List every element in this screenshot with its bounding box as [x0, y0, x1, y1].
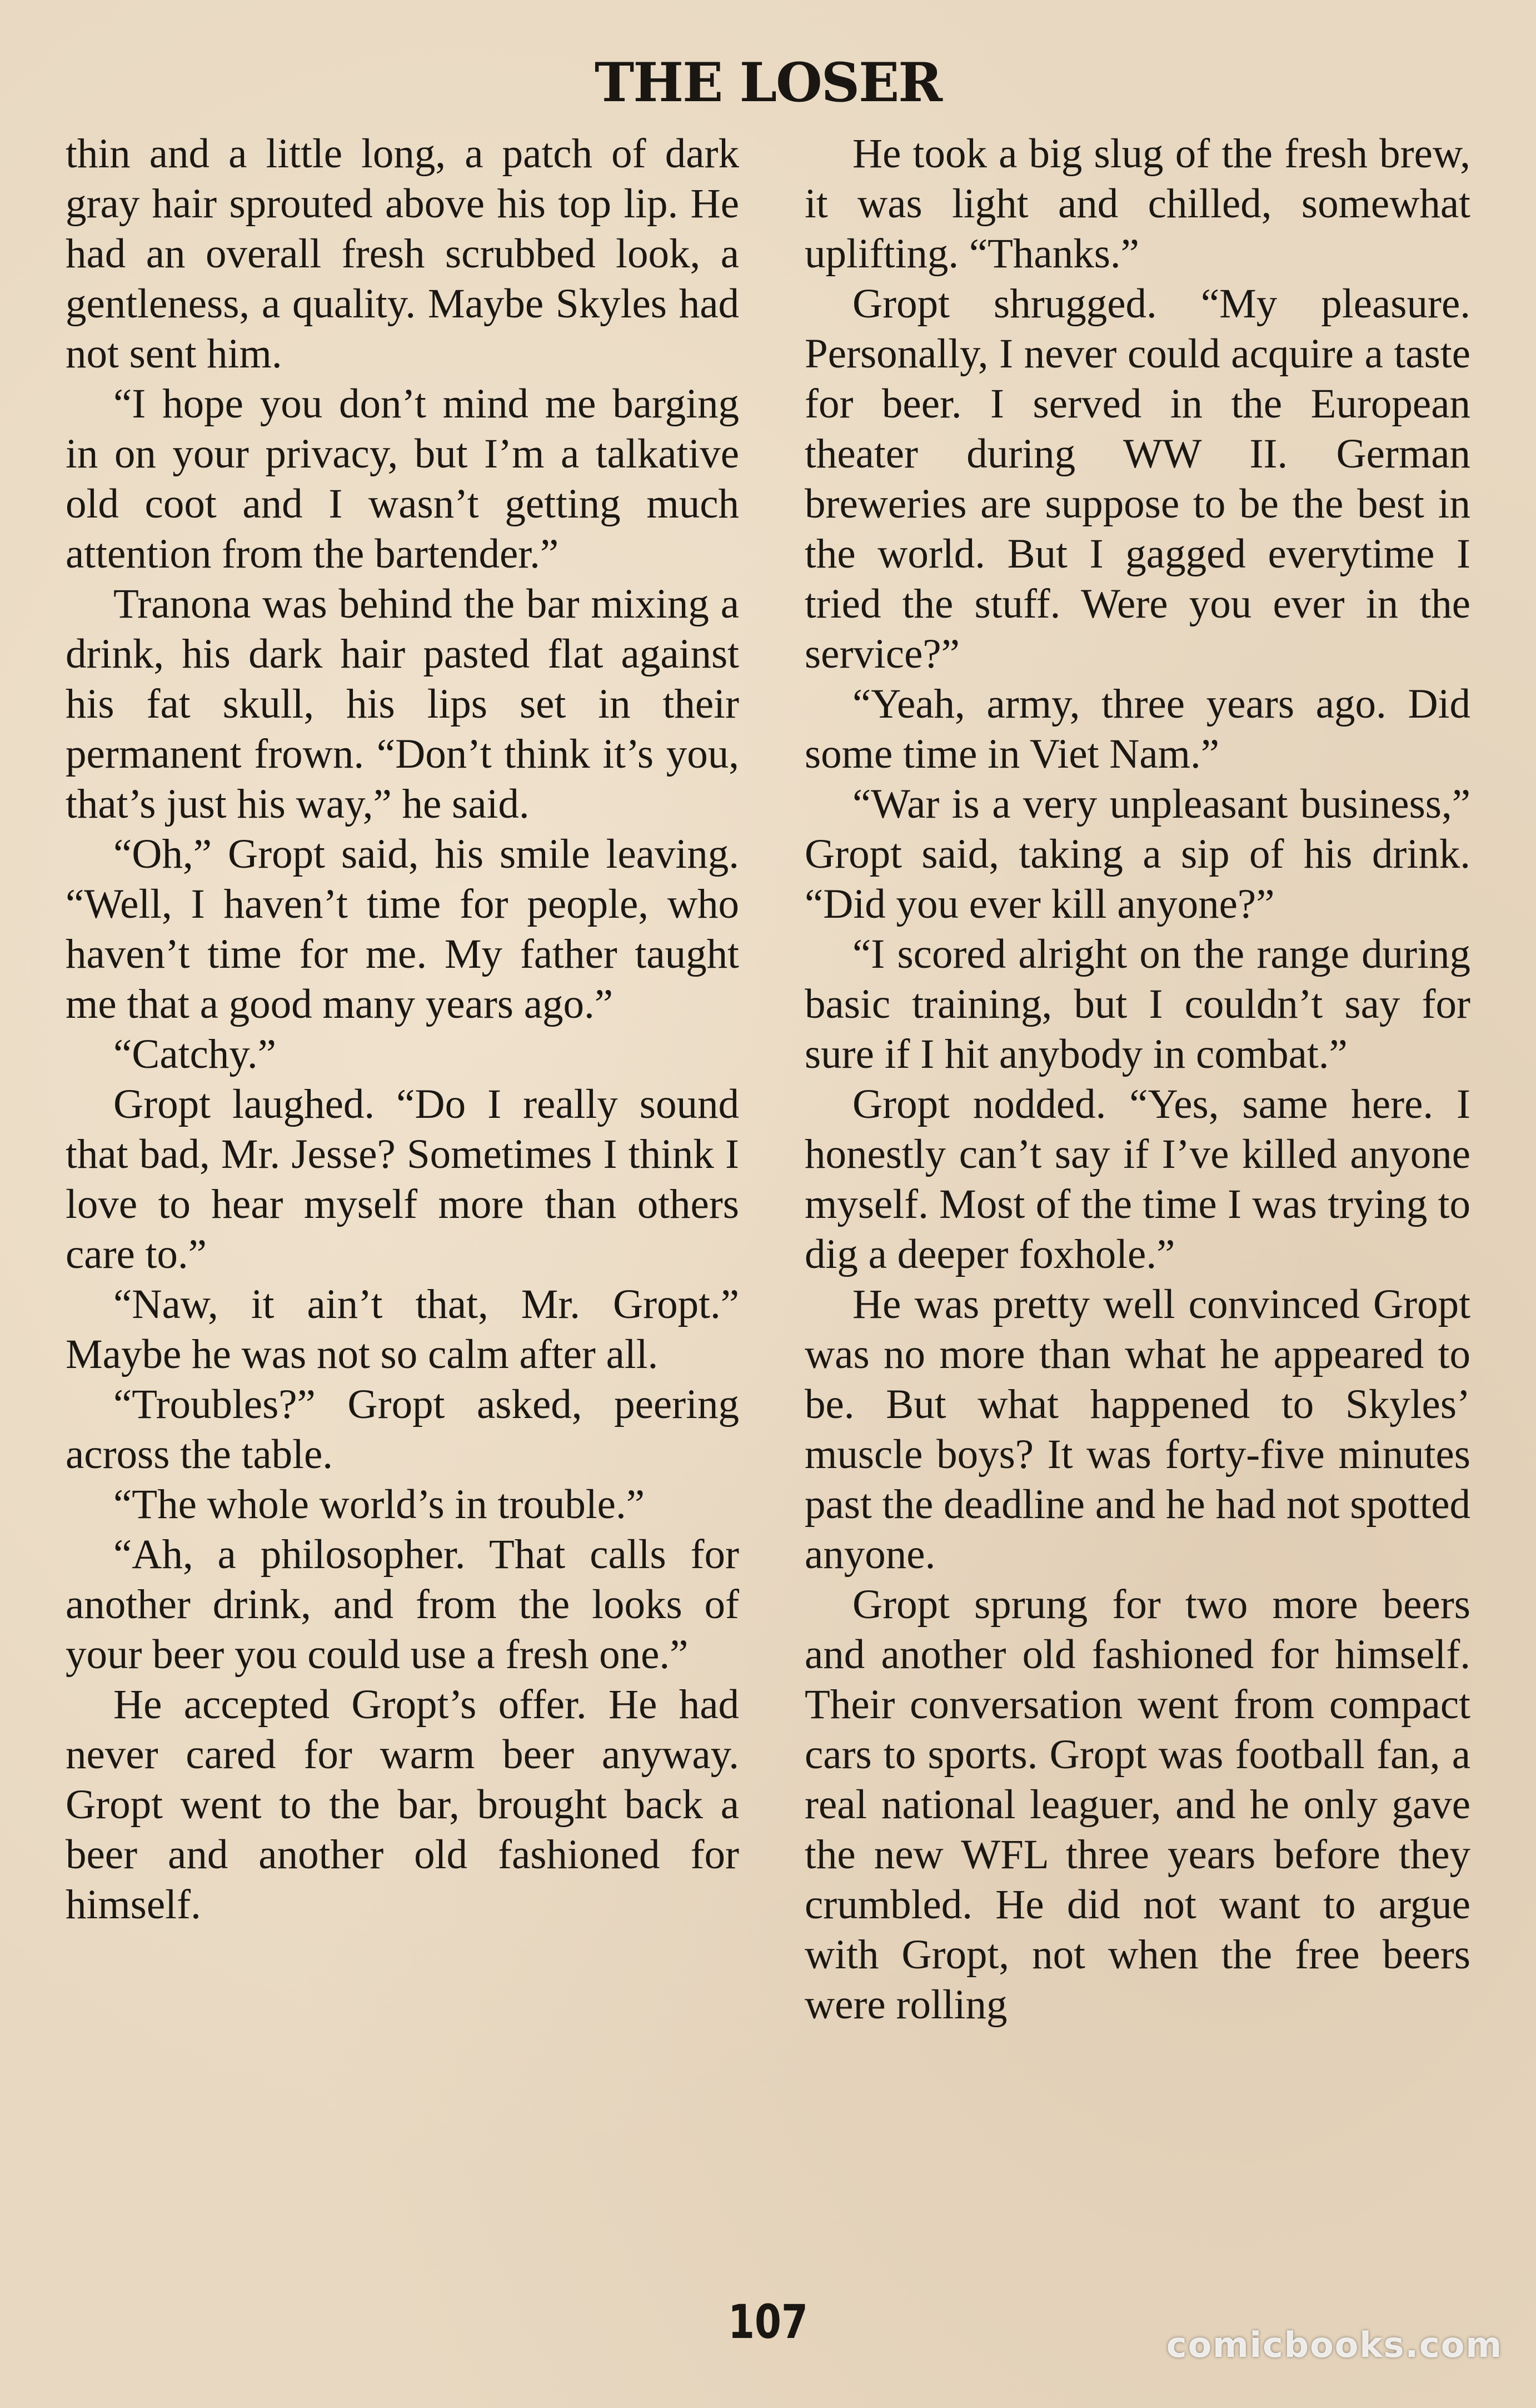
paragraph: “Ah, a philosopher. That calls for another drink, and from the looks of your beer you could use a fresh one.”: [66, 1531, 739, 1678]
paragraph: Gropt laughed. “Do I really sound that bad, Mr. Jesse? Sometimes I think I love to hear myself more than others care to.”: [66, 1081, 739, 1277]
left-column: [66, 129, 739, 1930]
paragraph: He was pretty well convinced Gropt was no more than what he appeared to be. But what happened to Skyles’ muscle boys? It was forty-five minutes past the deadline and he had not spotted anyone.: [805, 1281, 1470, 1578]
paragraph: “Yeah, army, three years ago. Did some time in Viet Nam.”: [805, 681, 1470, 777]
page-number: 107: [728, 2295, 808, 2349]
paragraph: Gropt sprung for two more beers and another old fashioned for himself. Their conversation went from compact cars to sports. Gropt was football fan, a real national leaguer, and he only gave the new WFL three years before they crumbled. He did not want to argue with Gropt, not when the free beers were rolling: [805, 1581, 1470, 2028]
paragraph: “Naw, it ain’t that, Mr. Gropt.” Maybe he was not so calm after all.: [66, 1281, 739, 1377]
site-watermark: comicbooks.com: [1166, 2325, 1503, 2365]
paragraph: He accepted Gropt’s offer. He had never cared for warm beer anyway. Gropt went to the bar, brought back a beer and another old fashioned for himself.: [66, 1681, 739, 1928]
paragraph: Gropt shrugged. “My pleasure. Personally, I never could acquire a taste for beer. I served in the European theater during WW II. German breweries are suppose to be the best in the world. But I gagged everytime I tried the stuff. Were you ever in the service?”: [805, 281, 1470, 677]
paragraph: Gropt nodded. “Yes, same here. I honestly can’t say if I’ve killed anyone myself. Most of the time I was trying to dig a deeper foxhole.”: [805, 1081, 1470, 1277]
right-column: [805, 129, 1470, 2030]
paragraph: “Catchy.”: [113, 1031, 276, 1077]
running-header: THE LOSER: [594, 51, 942, 114]
paragraph: “I scored alright on the range during basic training, but I couldn’t say for sure if I hit anybody in combat.”: [805, 931, 1470, 1077]
paragraph: “Oh,” Gropt said, his smile leaving. “Well, I haven’t time for people, who haven’t time for me. My father taught me that a good many years ago.”: [66, 831, 739, 1027]
paragraph: “War is a very unpleasant business,” Gropt said, taking a sip of his drink. “Did you ever kill anyone?”: [805, 781, 1470, 927]
paragraph: thin and a little long, a patch of dark gray hair sprouted above his top lip. He had an overall fresh scrubbed look, a gentleness, a quality. Maybe Skyles had not sent him.: [66, 131, 739, 377]
paragraph: “Troubles?” Gropt asked, peering across the table.: [66, 1381, 739, 1477]
paragraph: He took a big slug of the fresh brew, it was light and chilled, somewhat uplifting. “Thanks.”: [805, 131, 1470, 277]
paragraph: “I hope you don’t mind me barging in on your privacy, but I’m a talkative old coot and I wasn’t getting much attention from the bartender.”: [66, 381, 739, 577]
paragraph: Tranona was behind the bar mixing a drink, his dark hair pasted flat against his fat skull, his lips set in their permanent frown. “Don’t think it’s you, that’s just his way,” he said.: [66, 581, 739, 827]
paragraph: “The whole world’s in trouble.”: [113, 1481, 645, 1528]
